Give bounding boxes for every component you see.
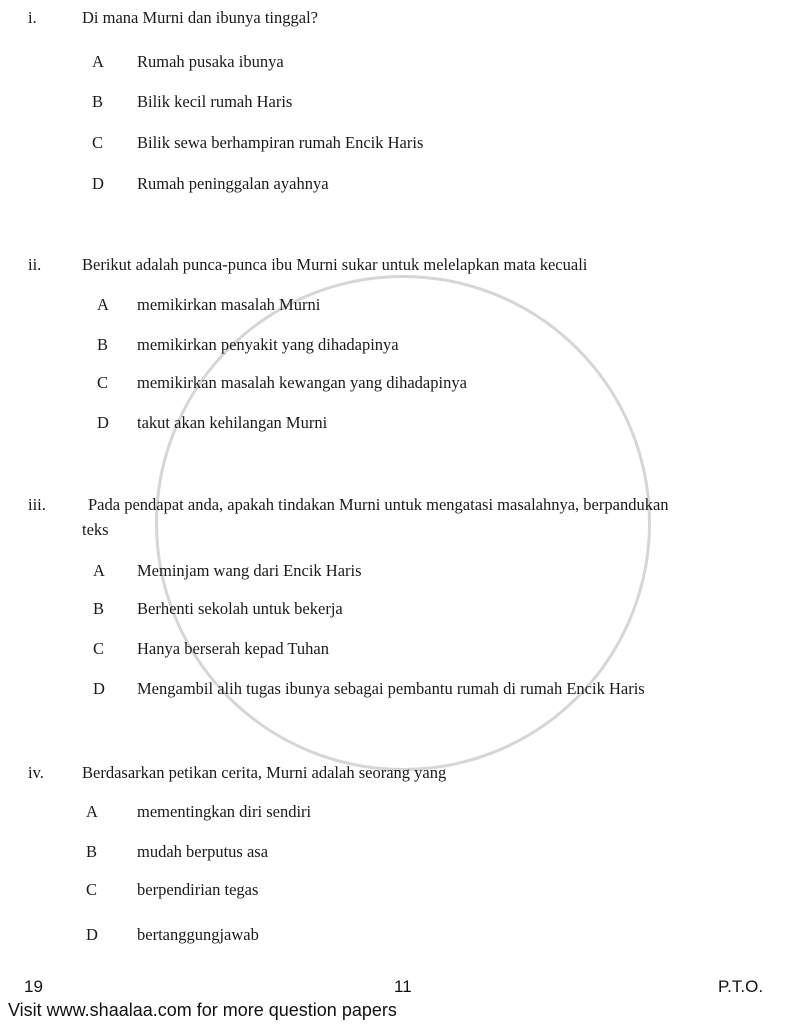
option-letter: B (86, 842, 98, 861)
question-number: i. (28, 8, 37, 27)
option-letter: A (92, 52, 104, 71)
question-number: iv. (28, 763, 44, 782)
option-letter: C (86, 880, 98, 899)
visit-link[interactable]: Visit www.shaalaa.com for more question papers (8, 1000, 397, 1020)
option-text: Hanya berserah kepad Tuhan (137, 639, 329, 658)
option-letter: D (97, 413, 109, 432)
option-text: Bilik sewa berhampiran rumah Encik Haris (137, 133, 424, 152)
option-letter: D (92, 174, 104, 193)
question-text: Di mana Murni dan ibunya tinggal? (82, 8, 318, 27)
option-text: Bilik kecil rumah Haris (137, 92, 293, 111)
option-text: Mengambil alih tugas ibunya sebagai pembantu rumah di rumah Encik Haris (137, 679, 645, 698)
option-letter: A (93, 561, 105, 580)
question-text: Berdasarkan petikan cerita, Murni adalah seorang yang (82, 763, 447, 782)
option-text: mementingkan diri sendiri (137, 802, 312, 821)
option-text: memikirkan masalah Murni (137, 295, 321, 314)
option-letter: C (92, 133, 104, 152)
option-text: memikirkan penyakit yang dihadapinya (137, 335, 399, 354)
question-text: Pada pendapat anda, apakah tindakan Murni untuk mengatasi masalahnya, berpandukan (88, 495, 669, 514)
option-text: Berhenti sekolah untuk bekerja (137, 599, 343, 618)
option-text: Rumah pusaka ibunya (137, 52, 284, 71)
question-text-continued: teks (82, 520, 109, 539)
option-text: takut akan kehilangan Murni (137, 413, 328, 432)
option-letter: C (97, 373, 109, 392)
question-number: iii. (28, 495, 46, 514)
option-text: berpendirian tegas (137, 880, 259, 899)
option-text: mudah berputus asa (137, 842, 269, 861)
page-number: 11 (394, 977, 412, 996)
option-letter: B (97, 335, 109, 354)
option-text: memikirkan masalah kewangan yang dihadapinya (137, 373, 467, 392)
option-letter: B (93, 599, 105, 618)
question-text: Berikut adalah punca-punca ibu Murni sukar untuk melelapkan mata kecuali (82, 255, 588, 274)
pto-label: P.T.O. (718, 977, 764, 996)
option-letter: A (86, 802, 98, 821)
question-number: ii. (28, 255, 42, 274)
option-letter: C (93, 639, 105, 658)
option-letter: B (92, 92, 104, 111)
paper-code: 19 (24, 977, 43, 996)
option-text: bertanggungjawab (137, 925, 259, 944)
option-text: Rumah peninggalan ayahnya (137, 174, 329, 193)
option-letter: D (93, 679, 105, 698)
option-letter: D (86, 925, 98, 944)
option-text: Meminjam wang dari Encik Haris (137, 561, 362, 580)
option-letter: A (97, 295, 109, 314)
